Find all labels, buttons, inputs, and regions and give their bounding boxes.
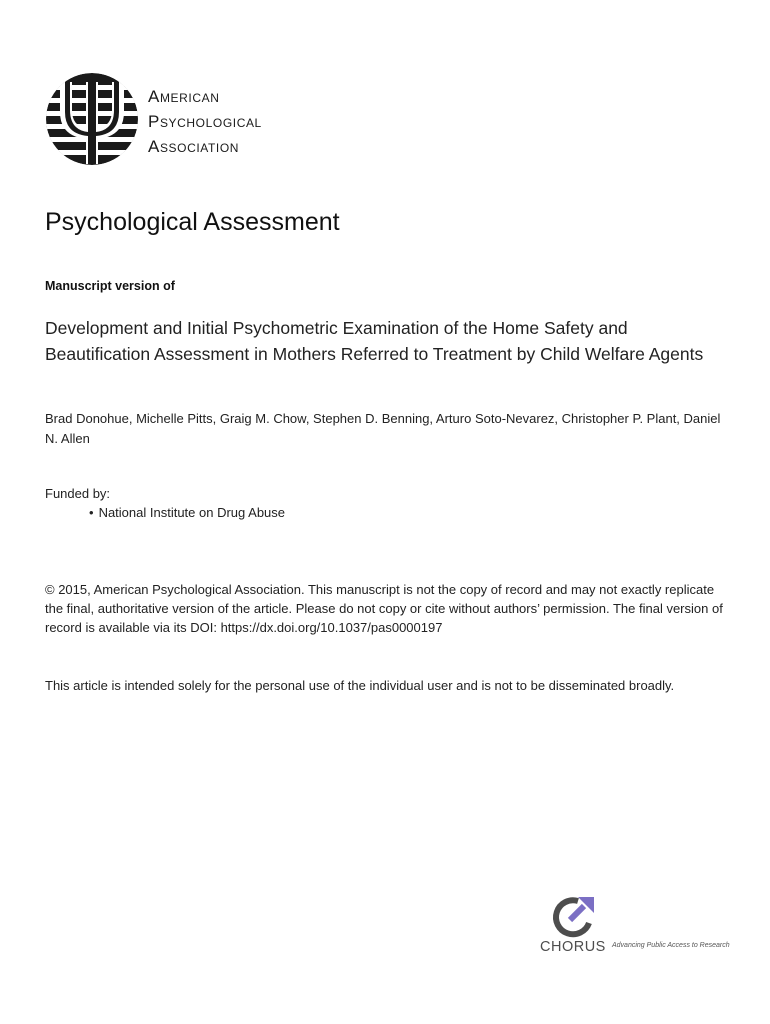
publisher-name xyxy=(148,84,262,159)
apa-logo xyxy=(46,72,138,166)
manuscript-label: Manuscript version of xyxy=(45,279,175,293)
usage-note: This article is intended solely for the personal use of the individual user and is not to be disseminated broadly. xyxy=(45,678,675,693)
funder-list xyxy=(45,505,285,520)
publisher-line-1: American xyxy=(148,87,220,106)
chorus-wordmark: CHORUS xyxy=(540,939,606,955)
chorus-logo xyxy=(540,893,740,963)
funding-label: Funded by: xyxy=(45,486,111,501)
author-list: Brad Donohue, Michelle Pitts, Graig M. Chow, Stephen D. Benning, Arturo Soto-Nevarez, Christopher P. Plant, Daniel N. Allen xyxy=(45,411,721,446)
chorus-arrow-icon xyxy=(548,893,600,939)
funder-item: • National Institute on Drug Abuse xyxy=(45,505,285,520)
article-title: Development and Initial Psychometric Examination of the Home Safety and Beautification Assessment in Mothers Referred to Treatment by Child Welfare Agents xyxy=(45,318,704,364)
publisher-line-3: Association xyxy=(148,137,240,156)
chorus-tagline: Advancing Public Access to Research xyxy=(612,942,730,949)
journal-title: Psychological Assessment xyxy=(45,208,340,236)
copyright-notice: © 2015, American Psychological Association. This manuscript is not the copy of record and may not exactly replicate the final, authoritative version of the article. Please do not copy or cite without authors’ permission. The final version of record is available via its DOI: https://dx.doi.org/10.1037/pas0000197 xyxy=(45,582,723,635)
publisher-line-2: Psychological xyxy=(148,112,262,131)
